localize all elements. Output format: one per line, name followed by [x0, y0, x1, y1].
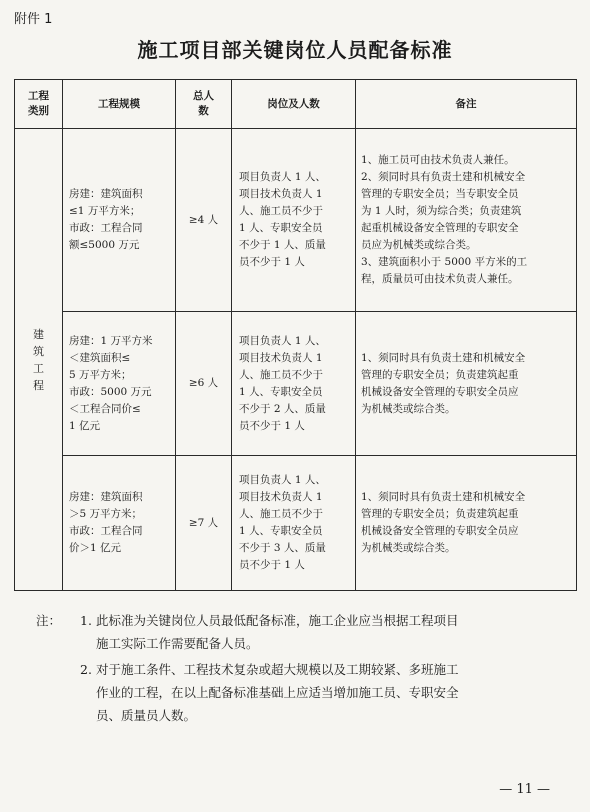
total-cell: ≥7 人: [176, 456, 232, 591]
footnote-item: 2. 对于施工条件、工程技术复杂或超大规模以及工期较紧、多班施工 作业的工程，在以上配备标准基础上应适当增加施工员、专职安全 员、质量员人数。: [36, 658, 581, 727]
footnote-number: 2.: [80, 662, 92, 677]
category-cell: 建筑工程: [15, 129, 63, 591]
header-positions: 岗位及人数: [232, 80, 356, 129]
staffing-standard-table: [14, 79, 577, 591]
table-row: [15, 456, 577, 591]
table-header-row: [15, 80, 577, 129]
scale-cell: 房建：建筑面积 ≤1 万平方米； 市政：工程合同 额≤5000 万元: [63, 129, 176, 312]
table-row: [15, 312, 577, 456]
header-total: 总人 数: [176, 80, 232, 129]
scale-cell: 房建：1 万平方米 ＜建筑面积≤ 5 万平方米； 市政：5000 万元 ＜工程合同价≤ 1 亿元: [63, 312, 176, 456]
scale-cell: 房建：建筑面积 ＞5 万平方米； 市政：工程合同 价＞1 亿元: [63, 456, 176, 591]
document-title: 施工项目部关键岗位人员配备标准: [137, 38, 453, 62]
header-scale: 工程规模: [63, 80, 176, 129]
page-number: — 11 —: [499, 782, 550, 797]
total-cell: ≥6 人: [176, 312, 232, 456]
header-remarks: 备注: [356, 80, 577, 129]
positions-cell: 项目负责人 1 人、 项目技术负责人 1 人、施工员不少于 1 人、专职安全员 不少于 1 人、质量 员不少于 1 人: [232, 129, 356, 312]
positions-cell: 项目负责人 1 人、 项目技术负责人 1 人、施工员不少于 1 人、专职安全员 不少于 3 人、质量 员不少于 1 人: [232, 456, 356, 591]
header-category: 工程 类别: [15, 80, 63, 129]
footnote-number: 1.: [80, 613, 92, 628]
table-row: [15, 129, 577, 312]
footnotes: [36, 609, 581, 727]
total-cell: ≥4 人: [176, 129, 232, 312]
remarks-cell: 1、须同时具有负责土建和机械安全 管理的专职安全员；负责建筑起重 机械设备安全管理的专职安全员应 为机械类或综合类。: [356, 312, 577, 456]
footnote-item: 注： 1. 此标准为关键岗位人员最低配备标准，施工企业应当根据工程项目 施工实际工作需要配备人员。: [36, 609, 581, 655]
annex-label: 附件 1: [14, 12, 53, 27]
positions-cell: 项目负责人 1 人、 项目技术负责人 1 人、施工员不少于 1 人、专职安全员 不少于 2 人、质量 员不少于 1 人: [232, 312, 356, 456]
remarks-cell: 1、须同时具有负责土建和机械安全 管理的专职安全员；负责建筑起重 机械设备安全管理的专职安全员应 为机械类或综合类。: [356, 456, 577, 591]
footnote-label: 注：: [36, 613, 62, 628]
remarks-cell: 1、施工员可由技术负责人兼任。 2、须同时具有负责土建和机械安全 管理的专职安全员；当专职安全员 为 1 人时，须为综合类；负责建筑 起重机械设备安全管理的专职安全 员应为机械类或综合类。 3、建筑面积小于 5000 平方米的工 程，质量员可由技术负责人兼任。: [356, 129, 577, 312]
